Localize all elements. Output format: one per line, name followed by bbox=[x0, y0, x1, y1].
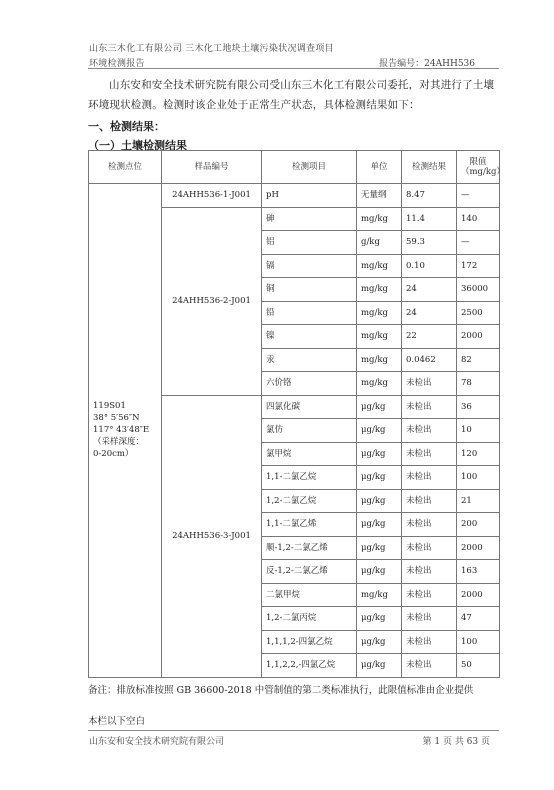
limit-value: 21 bbox=[457, 489, 500, 513]
limit-value: 200 bbox=[457, 513, 500, 537]
sample-id: 24AHH536-3-J001 bbox=[162, 395, 262, 677]
page-number: 第 1 页 共 63 页 bbox=[422, 737, 490, 747]
limit-value: 78 bbox=[457, 372, 500, 396]
intro-paragraph: 山东安和安全技术研究院有限公司受山东三木化工有限公司委托，对其进行了土壤环境现状检测。检测时该企业处于正常生产状态，具体检测结果如下： bbox=[88, 79, 495, 111]
test-result: 未检出 bbox=[402, 395, 457, 419]
test-result: 0.0462 bbox=[402, 348, 457, 372]
footer-divider bbox=[88, 730, 499, 731]
test-result: 0.10 bbox=[402, 254, 457, 278]
unit: μg/kg bbox=[357, 607, 402, 631]
limit-value: 82 bbox=[457, 348, 500, 372]
test-result: 未检出 bbox=[402, 442, 457, 466]
limit-value: 120 bbox=[457, 442, 500, 466]
test-result: 未检出 bbox=[402, 419, 457, 443]
test-item: 砷 bbox=[262, 207, 357, 231]
limit-value: 2000 bbox=[457, 325, 500, 349]
unit: mg/kg bbox=[357, 348, 402, 372]
test-result: 未检出 bbox=[402, 607, 457, 631]
unit: mg/kg bbox=[357, 278, 402, 302]
unit: mg/kg bbox=[357, 207, 402, 231]
test-item: 反-1,2-二氯乙烯 bbox=[262, 560, 357, 584]
unit: μg/kg bbox=[357, 513, 402, 537]
limit-value: 47 bbox=[457, 607, 500, 631]
unit: g/kg bbox=[357, 231, 402, 255]
unit: μg/kg bbox=[357, 560, 402, 584]
test-result: 8.47 bbox=[402, 184, 457, 208]
section-heading: 一、检测结果： bbox=[88, 120, 165, 133]
test-item: 氯甲烷 bbox=[262, 442, 357, 466]
test-item: 顺-1,2-二氯乙烯 bbox=[262, 536, 357, 560]
test-result: 22 bbox=[402, 325, 457, 349]
column-header: 单位 bbox=[357, 151, 402, 184]
test-item: 1,1,2,2,-四氯乙烷 bbox=[262, 654, 357, 678]
column-header: 检测点位 bbox=[89, 151, 162, 184]
test-result: 未检出 bbox=[402, 372, 457, 396]
unit: mg/kg bbox=[357, 372, 402, 396]
table-row bbox=[89, 184, 500, 208]
test-result: 未检出 bbox=[402, 513, 457, 537]
test-item: 镍 bbox=[262, 325, 357, 349]
unit: μg/kg bbox=[357, 395, 402, 419]
limit-value: 172 bbox=[457, 254, 500, 278]
limit-value: 100 bbox=[457, 630, 500, 654]
limit-value: — bbox=[457, 184, 500, 208]
test-item: 氯仿 bbox=[262, 419, 357, 443]
limit-value: — bbox=[457, 231, 500, 255]
header-divider bbox=[88, 68, 499, 69]
test-result: 未检出 bbox=[402, 583, 457, 607]
test-item: 四氯化碳 bbox=[262, 395, 357, 419]
test-result: 未检出 bbox=[402, 654, 457, 678]
unit: mg/kg bbox=[357, 301, 402, 325]
test-item: 1,1-二氯乙烯 bbox=[262, 513, 357, 537]
header-title: 山东三木化工有限公司 三木化工地块土壤污染状况调查项目 bbox=[89, 44, 334, 54]
unit: μg/kg bbox=[357, 654, 402, 678]
test-item: 汞 bbox=[262, 348, 357, 372]
test-item: 1,1,1,2-四氯乙烷 bbox=[262, 630, 357, 654]
test-item: 六价铬 bbox=[262, 372, 357, 396]
test-result: 未检出 bbox=[402, 536, 457, 560]
test-result: 24 bbox=[402, 278, 457, 302]
test-result: 未检出 bbox=[402, 489, 457, 513]
test-item: 1,1-二氯乙烷 bbox=[262, 466, 357, 490]
unit: μg/kg bbox=[357, 630, 402, 654]
test-item: 镉 bbox=[262, 254, 357, 278]
column-header: 样品编号 bbox=[162, 151, 262, 184]
test-item: pH bbox=[262, 184, 357, 208]
test-result: 24 bbox=[402, 301, 457, 325]
unit: μg/kg bbox=[357, 442, 402, 466]
test-item: 铜 bbox=[262, 278, 357, 302]
remarks-note: 备注：排放标准按照 GB 36600-2018 中管制值的第二类标准执行，此限值标准由企业提供 bbox=[88, 685, 474, 696]
subsection-heading: （一）土壤检测结果 bbox=[88, 139, 187, 152]
blank-notice: 本栏以下空白 bbox=[88, 716, 146, 727]
column-header: 检测结果 bbox=[402, 151, 457, 184]
limit-value: 2500 bbox=[457, 301, 500, 325]
test-item: 1,2-二氯乙烷 bbox=[262, 489, 357, 513]
test-result: 未检出 bbox=[402, 466, 457, 490]
limit-value: 10 bbox=[457, 419, 500, 443]
limit-value: 163 bbox=[457, 560, 500, 584]
test-result: 未检出 bbox=[402, 560, 457, 584]
unit: mg/kg bbox=[357, 254, 402, 278]
unit: 无量纲 bbox=[357, 184, 402, 208]
header-subtitle: 环境检测报告 bbox=[89, 59, 145, 69]
limit-value: 50 bbox=[457, 654, 500, 678]
unit: μg/kg bbox=[357, 466, 402, 490]
sampling-location: 119S01 38° 5′56″N 117° 43′48″E （采样深度： 0-20cm） bbox=[89, 184, 162, 678]
table-header-row bbox=[89, 151, 500, 184]
sample-id: 24AHH536-1-J001 bbox=[162, 184, 262, 208]
report-number: 报告编号：24AHH536 bbox=[379, 59, 475, 69]
unit: μg/kg bbox=[357, 419, 402, 443]
unit: mg/kg bbox=[357, 583, 402, 607]
footer-company: 山东安和安全技术研究院有限公司 bbox=[89, 737, 225, 747]
limit-value: 36 bbox=[457, 395, 500, 419]
column-header: 限值 （mg/kg） bbox=[457, 151, 500, 184]
limit-value: 140 bbox=[457, 207, 500, 231]
test-result: 未检出 bbox=[402, 630, 457, 654]
sample-id: 24AHH536-2-J001 bbox=[162, 207, 262, 395]
limit-value: 36000 bbox=[457, 278, 500, 302]
unit: μg/kg bbox=[357, 489, 402, 513]
limit-value: 2000 bbox=[457, 583, 500, 607]
test-result: 59.3 bbox=[402, 231, 457, 255]
unit: μg/kg bbox=[357, 536, 402, 560]
test-item: 铅 bbox=[262, 301, 357, 325]
test-item: 1,2-二氯丙烷 bbox=[262, 607, 357, 631]
limit-value: 2000 bbox=[457, 536, 500, 560]
results-table bbox=[88, 150, 505, 678]
test-item: 铝 bbox=[262, 231, 357, 255]
column-header: 检测项目 bbox=[262, 151, 357, 184]
unit: mg/kg bbox=[357, 325, 402, 349]
test-item: 二氯甲烷 bbox=[262, 583, 357, 607]
test-result: 11.4 bbox=[402, 207, 457, 231]
limit-value: 100 bbox=[457, 466, 500, 490]
